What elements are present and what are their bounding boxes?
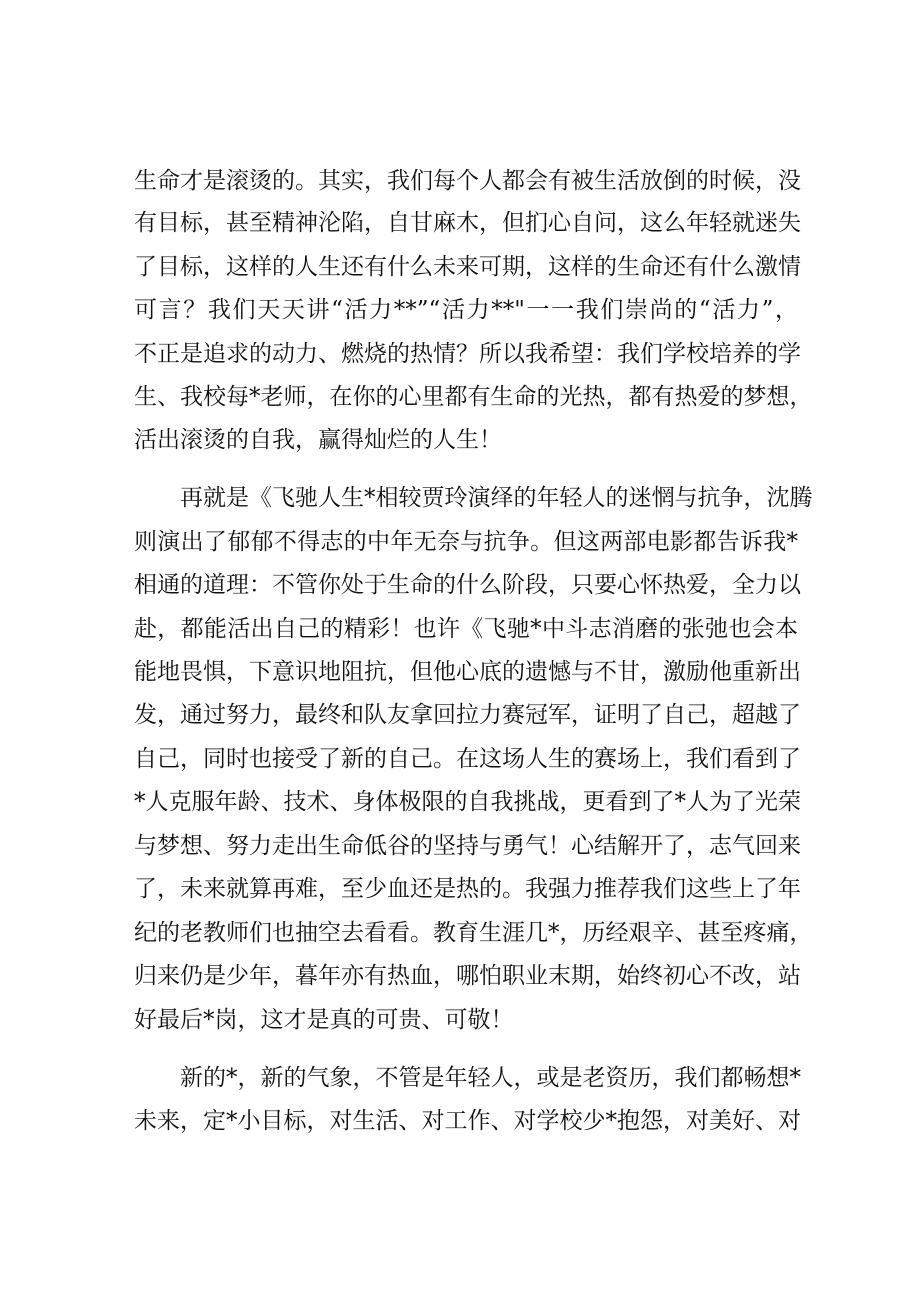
text-line: 好最后*岗，这才是真的可贵、可敬！ [134, 1007, 514, 1033]
text-line: 再就是《飞驰人生*相较贾玲演绎的年轻人的迷惘与抗争，沈腾 [180, 485, 813, 511]
text-line: 相通的道理：不管你处于生命的什么阶段，只要心怀热爱，全力以 [134, 572, 801, 598]
text-line: 归来仍是少年，暮年亦有热血，哪怕职业末期，始终初心不改，站 [134, 963, 801, 989]
text-line: 有目标，甚至精神沦陷，自甘麻木，但扪心自问，这么年轻就迷失 [134, 210, 801, 236]
text-line: 发，通过努力，最终和队友拿回拉力赛冠军，证明了自己，超越了 [134, 702, 801, 728]
text-line: 生、我校每*老师，在你的心里都有生命的光热，都有热爱的梦想， [134, 384, 813, 410]
text-line: 生命才是滚烫的。其实，我们每个人都会有被生活放倒的时候，没 [134, 168, 801, 194]
text-line: 未来，定*小目标，对生活、对工作、对学校少*抱怨，对美好、对 [134, 1108, 801, 1134]
text-line: 活出滚烫的自我，赢得灿烂的人生！ [134, 427, 502, 453]
text-line: 与梦想、努力走出生命低谷的坚持与勇气！心结解开了，志气回来 [134, 833, 801, 859]
text-line: 自己，同时也接受了新的自己。在这场人生的赛场上，我们看到了 [134, 746, 801, 772]
text-line: 新的*，新的气象，不管是年轻人，或是老资历，我们都畅想* [180, 1065, 801, 1091]
text-line: 则演出了郁郁不得志的中年无奈与抗争。但这两部电影都告诉我* [134, 529, 798, 555]
text-line: 纪的老教师们也抽空去看看。教育生涯几*，历经艰辛、甚至疼痛， [134, 920, 813, 946]
text-line: 赴，都能活出自己的精彩！也许《飞驰*中斗志消磨的张弛也会本 [134, 616, 798, 642]
text-line: 可言？我们天天讲“活力**”“活力**"一一我们崇尚的“活力”， [134, 297, 798, 323]
text-line: 不正是追求的动力、燃烧的热情？所以我希望：我们学校培养的学 [134, 341, 801, 367]
text-line: *人克服年龄、技术、身体极限的自我挑战，更看到了*人为了光荣 [134, 789, 801, 815]
text-line: 了目标，这样的人生还有什么未来可期，这样的生命还有什么激情 [134, 254, 801, 280]
text-line: 能地畏惧，下意识地阻抗，但他心底的遗憾与不甘，激励他重新出 [134, 659, 801, 685]
text-line: 了，未来就算再难，至少血还是热的。我强力推荐我们这些上了年 [134, 876, 801, 902]
